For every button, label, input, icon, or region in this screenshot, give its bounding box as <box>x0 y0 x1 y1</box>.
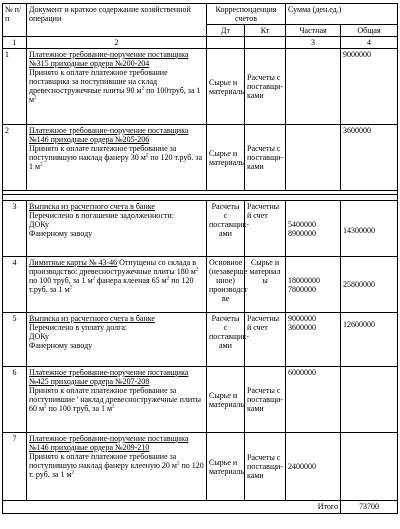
part-sum <box>286 49 341 125</box>
document-text: Принято к оплате платежное требование за поступившие ' наклад древесностружечные плиты 60 $м^2$ по 100 труб, за 1 $м^2$ <box>29 386 202 413</box>
debit-account: Сырье и материалы <box>207 433 245 501</box>
document-text: Лимитные карты № 43-46 Отпущены со склада в производство: древесностружечные плиты 180 $м^2$ по 100 труб, за 1 $м^2$ фанера клееная 65 $м^2$ по 120 т.руб. за 1 $м^2$ <box>29 258 199 294</box>
numbering-cell: 3 <box>286 37 341 49</box>
row-number: 6 <box>3 367 27 433</box>
row-number: 3 <box>3 201 27 257</box>
credit-account: Расчеты с поставщи-ками <box>245 367 286 433</box>
credit-account: Расчеты с поставщи-ками <box>245 49 286 125</box>
table-row <box>3 433 398 501</box>
document-title: Лимитные карты № 43-46 <box>29 258 118 267</box>
total-sum <box>341 367 398 433</box>
debit-account: Расчеты с поставщик-ами <box>207 313 245 367</box>
document-title: Платежное требование-поручение поставщика №146 приходные ордера №209-210 <box>29 434 189 452</box>
header-part: Частная <box>286 25 341 37</box>
header-no: № п/п <box>3 4 27 37</box>
row-number: 7 <box>3 433 27 501</box>
row-document <box>27 125 207 191</box>
header-dt: Дт <box>207 25 245 37</box>
header-total: Общая <box>341 25 398 37</box>
document-title: Выписка из расчетного счета в банке <box>29 314 155 323</box>
total-row <box>3 501 398 514</box>
credit-account: Расчеты с поставщи-ками <box>245 125 286 191</box>
total-sum-cell <box>341 313 398 367</box>
row-number: 2 <box>3 125 27 191</box>
document-title: Выписка из расчетного счета в банке <box>29 202 155 211</box>
table-row <box>3 257 398 313</box>
document-line: Фанерному заводу <box>29 229 93 238</box>
debit-account: Сырье и материалы <box>207 49 245 125</box>
document-line: Фанерному заводу <box>29 341 93 350</box>
part-sum: 9000000 <box>288 314 317 323</box>
debit-account: Сырье и материалы <box>207 125 245 191</box>
table-row <box>3 49 398 125</box>
header-row <box>3 4 398 25</box>
document-line: ДОКу <box>29 332 49 341</box>
part-sum: 8900000 <box>288 229 317 238</box>
part-sum: 6000000 <box>286 367 341 433</box>
header-kt: Кт <box>245 25 286 37</box>
numbering-cell <box>245 37 286 49</box>
page-break <box>3 191 398 201</box>
total-sum-cell <box>341 257 398 313</box>
credit-account: Расчетны й счет <box>245 313 286 367</box>
document-line: ДОКу <box>29 220 49 229</box>
numbering-row <box>3 37 398 49</box>
credit-account: Сырье и материал ы <box>245 257 286 313</box>
numbering-cell: 4 <box>341 37 398 49</box>
ledger-table <box>2 3 398 514</box>
part-sum: 3600000 <box>288 323 317 332</box>
document-text: Принято к оплате платежное требование поставщика за поступившие на склад древесностружечные плиты 90 $м^2$ по 100труб, за 1 $м^2$ <box>29 68 201 104</box>
document-title: Платежное требование-поручение поставщика №315 приходные ордера №200-204 <box>29 50 189 68</box>
row-document <box>27 49 207 125</box>
row-document <box>27 201 207 257</box>
document-text: Принято к оплате платежное требование за поступившую наклад фанеру клееную 20 $м^2$ по 120 т. руб. за 1 $м^2$ <box>29 452 204 479</box>
total-sum <box>341 433 398 501</box>
total-sum: 14300000 <box>343 226 376 235</box>
numbering-cell: 1 <box>3 37 27 49</box>
debit-account: Основное (незаверше нное) производст ве <box>207 257 245 313</box>
part-sum-cell <box>286 313 341 367</box>
part-sum <box>286 125 341 191</box>
header-sum: Сумма (ден.ед.) <box>286 4 398 25</box>
numbering-cell: 2 <box>27 37 207 49</box>
header-correspondence: Корреспонденция счетов <box>207 4 286 25</box>
document-text: Принято к оплате платежное требование за поступившую наклад фанеру 30 $м^2$ по 120 т.руб. за 1 $м^2$ <box>29 144 203 171</box>
row-number: 4 <box>3 257 27 313</box>
document-text: Перечислено в погашение задолженности: <box>29 211 175 220</box>
part-sum: 7800000 <box>288 285 317 294</box>
total-sum: 12600000 <box>343 320 376 329</box>
table-row <box>3 125 398 191</box>
row-number: 5 <box>3 313 27 367</box>
row-document <box>27 257 207 313</box>
part-sum: 18000000 <box>288 276 321 285</box>
row-document <box>27 313 207 367</box>
total-value: 73700 <box>341 501 398 514</box>
header-document: Документ и краткое содержание хозяйственной операции <box>27 4 207 37</box>
part-sum: 2400000 <box>286 433 341 501</box>
total-label: Итого <box>3 501 341 514</box>
numbering-cell <box>207 37 245 49</box>
total-sum: 3600000 <box>341 125 398 191</box>
debit-account: Сырье и материалы <box>207 367 245 433</box>
total-sum-cell <box>341 201 398 257</box>
credit-account: Расчеты с поставщи-ками <box>245 433 286 501</box>
part-sum-cell <box>286 201 341 257</box>
table-row <box>3 201 398 257</box>
document-text: Перечислено в уплату долга: <box>29 323 128 332</box>
debit-account: Расчеты с поставщик-ами <box>207 201 245 257</box>
document-title: Платежное требование-поручение поставщика №146 приходные ордера №205-206 <box>29 126 189 144</box>
row-document <box>27 433 207 501</box>
table-row <box>3 313 398 367</box>
part-sum-cell <box>286 257 341 313</box>
table-row <box>3 367 398 433</box>
row-number: 1 <box>3 49 27 125</box>
total-sum: 25800000 <box>343 280 376 289</box>
document-title: Платежное требование-поручение поставщика №425 приходные ордера №207-208 <box>29 368 189 386</box>
part-sum: 5400000 <box>288 220 317 229</box>
row-document <box>27 367 207 433</box>
credit-account: Расчетны й счет <box>245 201 286 257</box>
total-sum: 9000000 <box>341 49 398 125</box>
